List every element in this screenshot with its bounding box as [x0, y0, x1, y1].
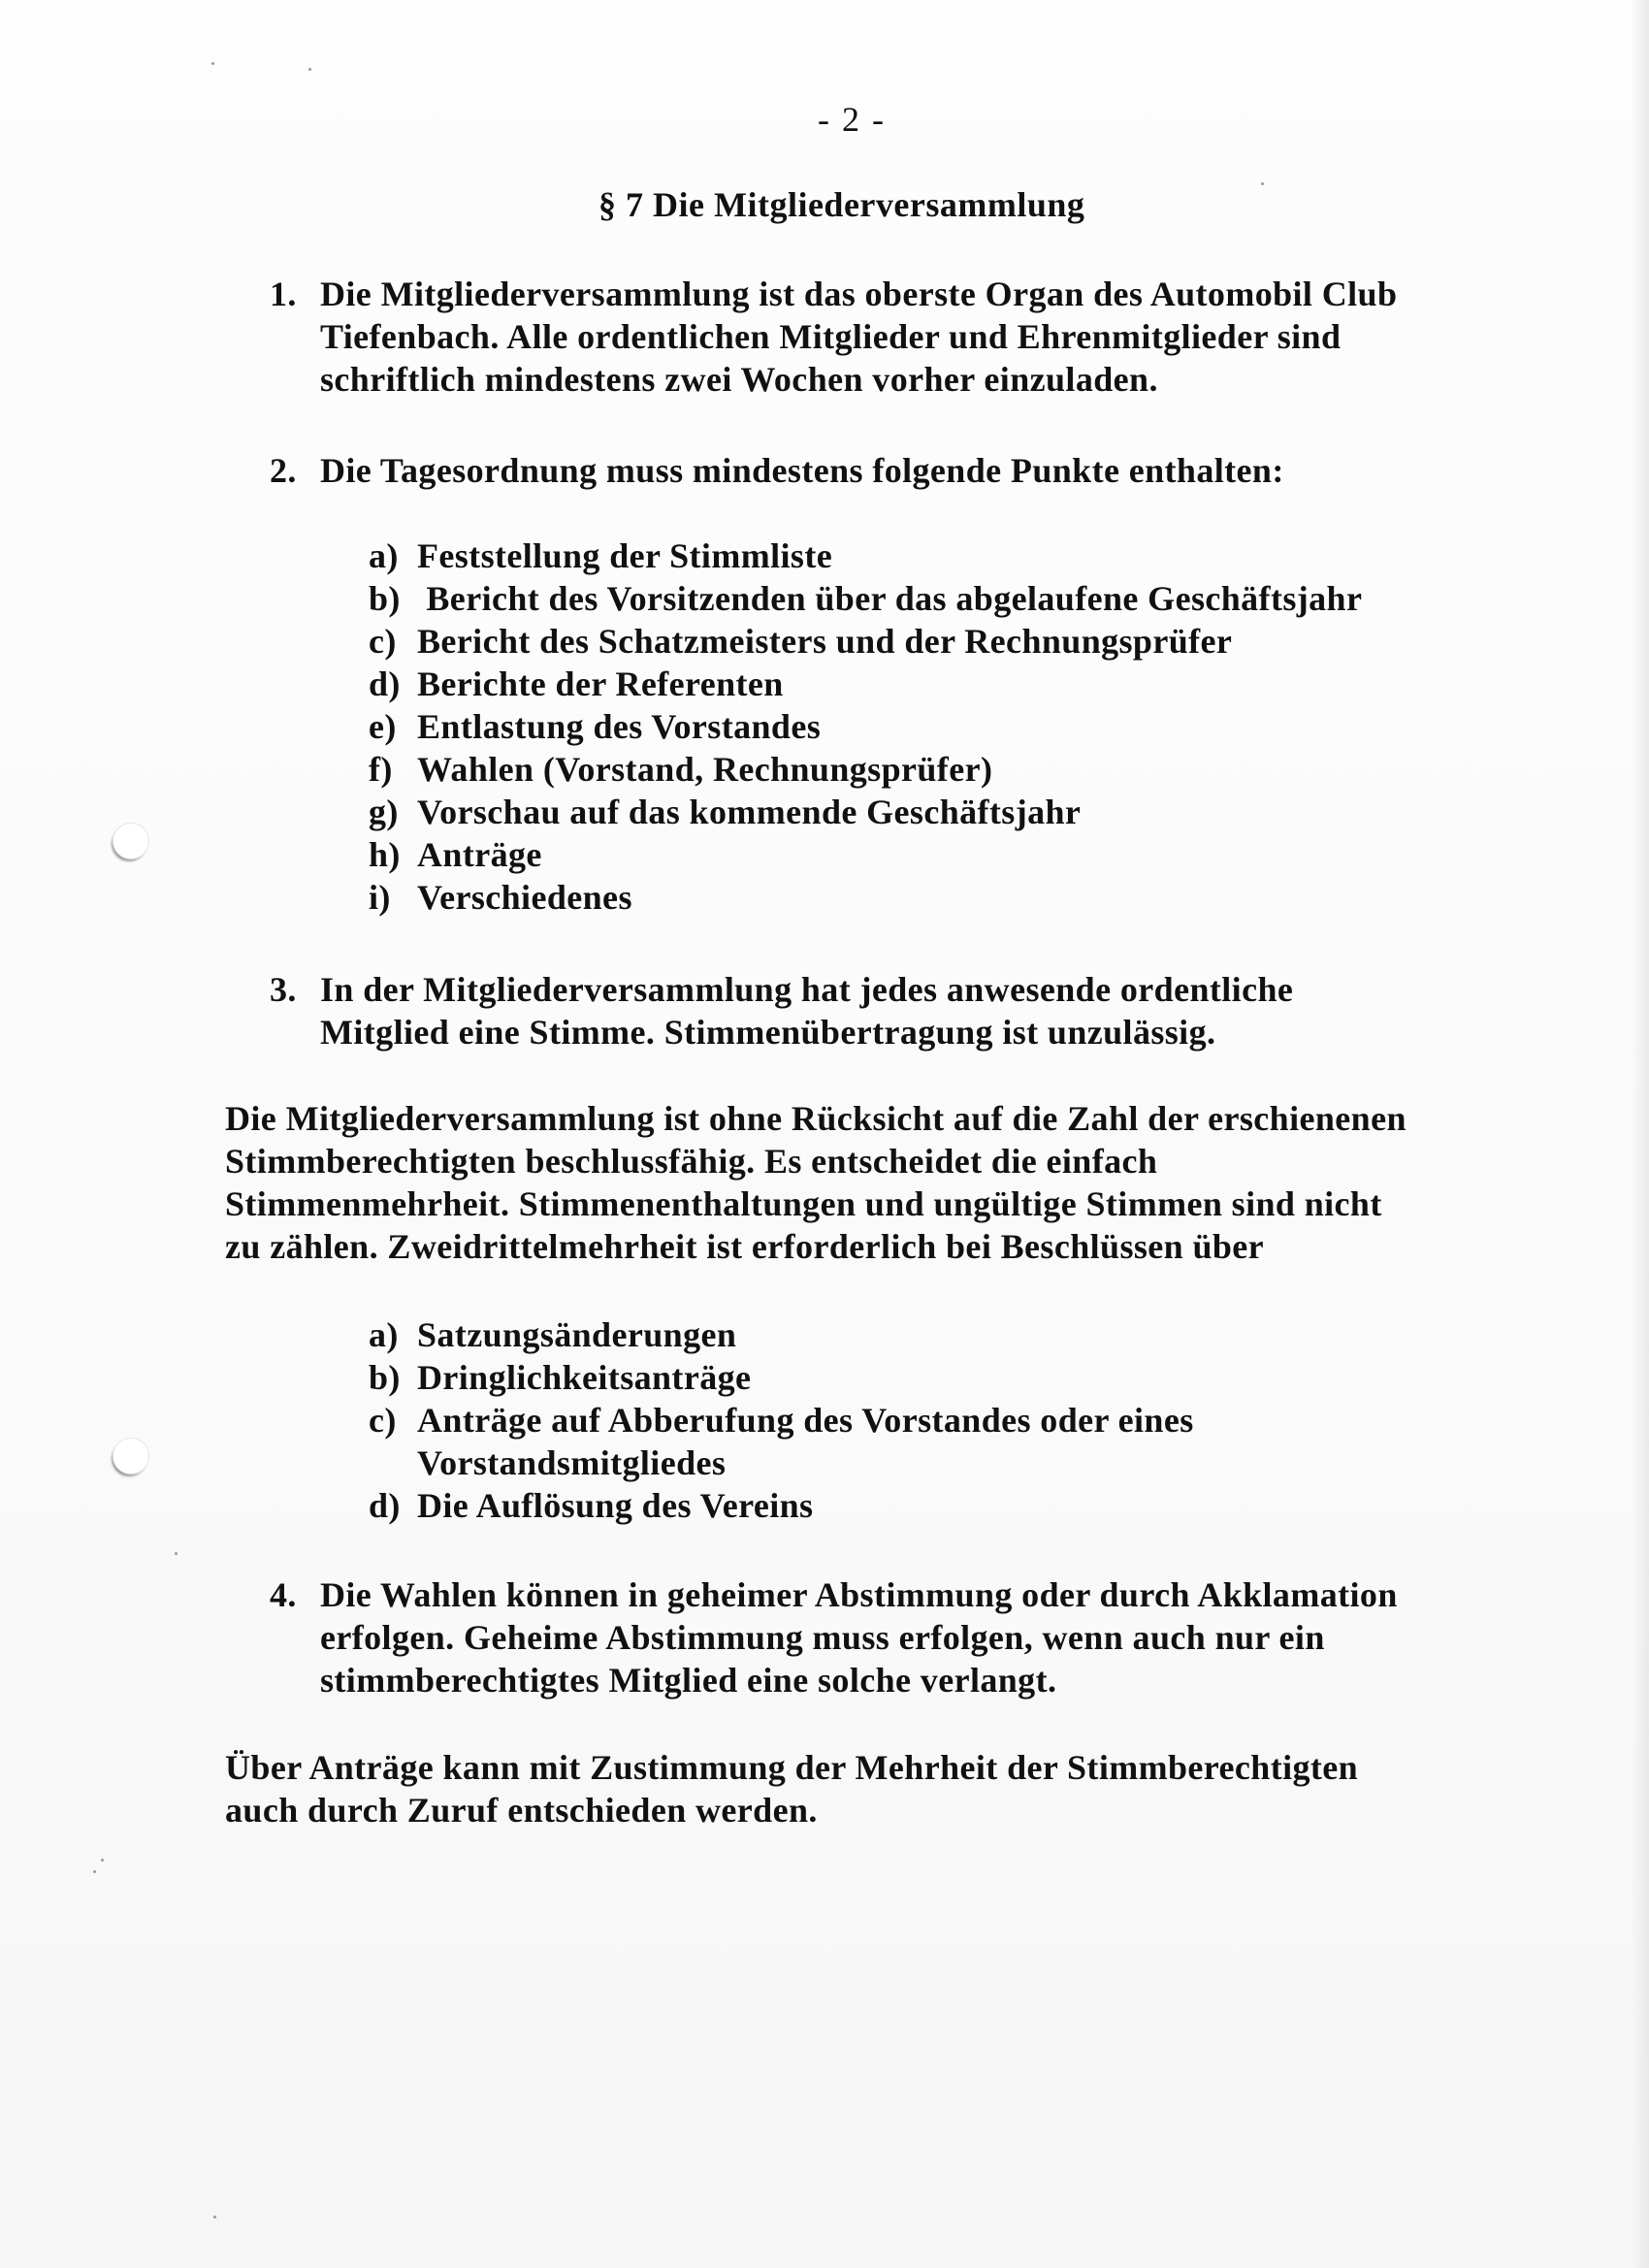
- text-line: Anträge auf Abberufung des Vorstandes oder eines: [417, 1401, 1194, 1440]
- item-number: 2.: [270, 451, 297, 490]
- list-text: Bericht des Vorsitzenden über das abgelaufene Geschäftsjahr: [417, 579, 1363, 618]
- scan-speck: [308, 68, 311, 71]
- item-text: [320, 968, 1293, 1053]
- scan-speck: [175, 1552, 178, 1555]
- text-line: Mitglied eine Stimme. Stimmenübertragung ist unzulässig.: [320, 1013, 1216, 1052]
- list-text: [417, 1399, 1194, 1484]
- text-line: Die Wahlen können in geheimer Abstimmung oder durch Akklamation: [320, 1575, 1398, 1614]
- item-text: [320, 273, 1397, 401]
- text-line: Die Mitgliederversammlung ist das oberste Organ des Automobil Club: [320, 275, 1398, 313]
- list-text: Entlastung des Vorstandes: [417, 707, 822, 746]
- text-line: zu zählen. Zweidrittelmehrheit ist erforderlich bei Beschlüssen über: [225, 1227, 1265, 1266]
- text-line: erfolgen. Geheime Abstimmung muss erfolgen, wenn auch nur ein: [320, 1618, 1325, 1657]
- list-letter: c): [369, 1401, 397, 1440]
- list-letter: a): [369, 1315, 399, 1354]
- punch-hole-top: [113, 823, 149, 859]
- text-line: Die Mitgliederversammlung ist ohne Rücksicht auf die Zahl der erschienenen: [225, 1099, 1406, 1138]
- list-text: Vorschau auf das kommende Geschäftsjahr: [417, 793, 1082, 831]
- list-letter: i): [369, 878, 391, 917]
- item-text: [320, 449, 1284, 492]
- list-text: Verschiedenes: [417, 878, 632, 917]
- text-line: Stimmberechtigten beschlussfähig. Es entscheidet die einfach: [225, 1142, 1158, 1181]
- text-line: auch durch Zuruf entschieden werden.: [225, 1791, 818, 1830]
- list-text: Berichte der Referenten: [417, 664, 784, 703]
- text-line: Stimmenmehrheit. Stimmenenthaltungen und ungültige Stimmen sind nicht: [225, 1184, 1382, 1223]
- list-letter: g): [369, 793, 399, 831]
- list-text: Anträge: [417, 835, 542, 874]
- text-line: Über Anträge kann mit Zustimmung der Mehrheit der Stimmberechtigten: [225, 1748, 1359, 1787]
- closing-paragraph: [225, 1746, 1358, 1831]
- list-text: Feststellung der Stimmliste: [417, 536, 833, 575]
- text-line: stimmberechtigtes Mitglied eine solche verlangt.: [320, 1661, 1057, 1700]
- page-number: - 2 -: [818, 100, 886, 139]
- text-line: Tiefenbach. Alle ordentlichen Mitglieder und Ehrenmitglieder sind: [320, 317, 1342, 356]
- punch-hole-bottom: [113, 1438, 149, 1474]
- list-letter: c): [369, 622, 397, 661]
- scan-speck: [101, 1859, 104, 1862]
- list-letter: h): [369, 835, 401, 874]
- list-text: Dringlichkeitsanträge: [417, 1358, 752, 1397]
- list-letter: f): [369, 750, 393, 789]
- list-text: Die Auflösung des Vereins: [417, 1486, 814, 1525]
- scan-edge-shadow: [1632, 0, 1649, 2268]
- scan-speck: [1261, 182, 1264, 185]
- scan-speck: [93, 1870, 96, 1873]
- section-heading: § 7 Die Mitgliederversammlung: [598, 185, 1085, 224]
- list-letter: e): [369, 707, 397, 746]
- text-line: Die Tagesordnung muss mindestens folgende Punkte enthalten:: [320, 451, 1284, 490]
- text-line: Vorstandsmitgliedes: [417, 1443, 727, 1482]
- item-text: [320, 1573, 1398, 1701]
- quorum-paragraph: [225, 1097, 1406, 1268]
- list-text: Satzungsänderungen: [417, 1315, 737, 1354]
- list-letter: b): [369, 1358, 401, 1397]
- scan-speck: [213, 2216, 216, 2219]
- list-text: Wahlen (Vorstand, Rechnungsprüfer): [417, 750, 993, 789]
- item-number: 1.: [270, 275, 297, 313]
- item-number: 3.: [270, 970, 297, 1009]
- list-text: Bericht des Schatzmeisters und der Rechnungsprüfer: [417, 622, 1233, 661]
- list-letter: d): [369, 664, 401, 703]
- item-number: 4.: [270, 1575, 297, 1614]
- text-line: In der Mitgliederversammlung hat jedes anwesende ordentliche: [320, 970, 1294, 1009]
- list-letter: b): [369, 579, 401, 618]
- list-letter: d): [369, 1486, 401, 1525]
- text-line: schriftlich mindestens zwei Wochen vorher einzuladen.: [320, 360, 1158, 399]
- list-letter: a): [369, 536, 399, 575]
- scan-speck: [211, 62, 214, 65]
